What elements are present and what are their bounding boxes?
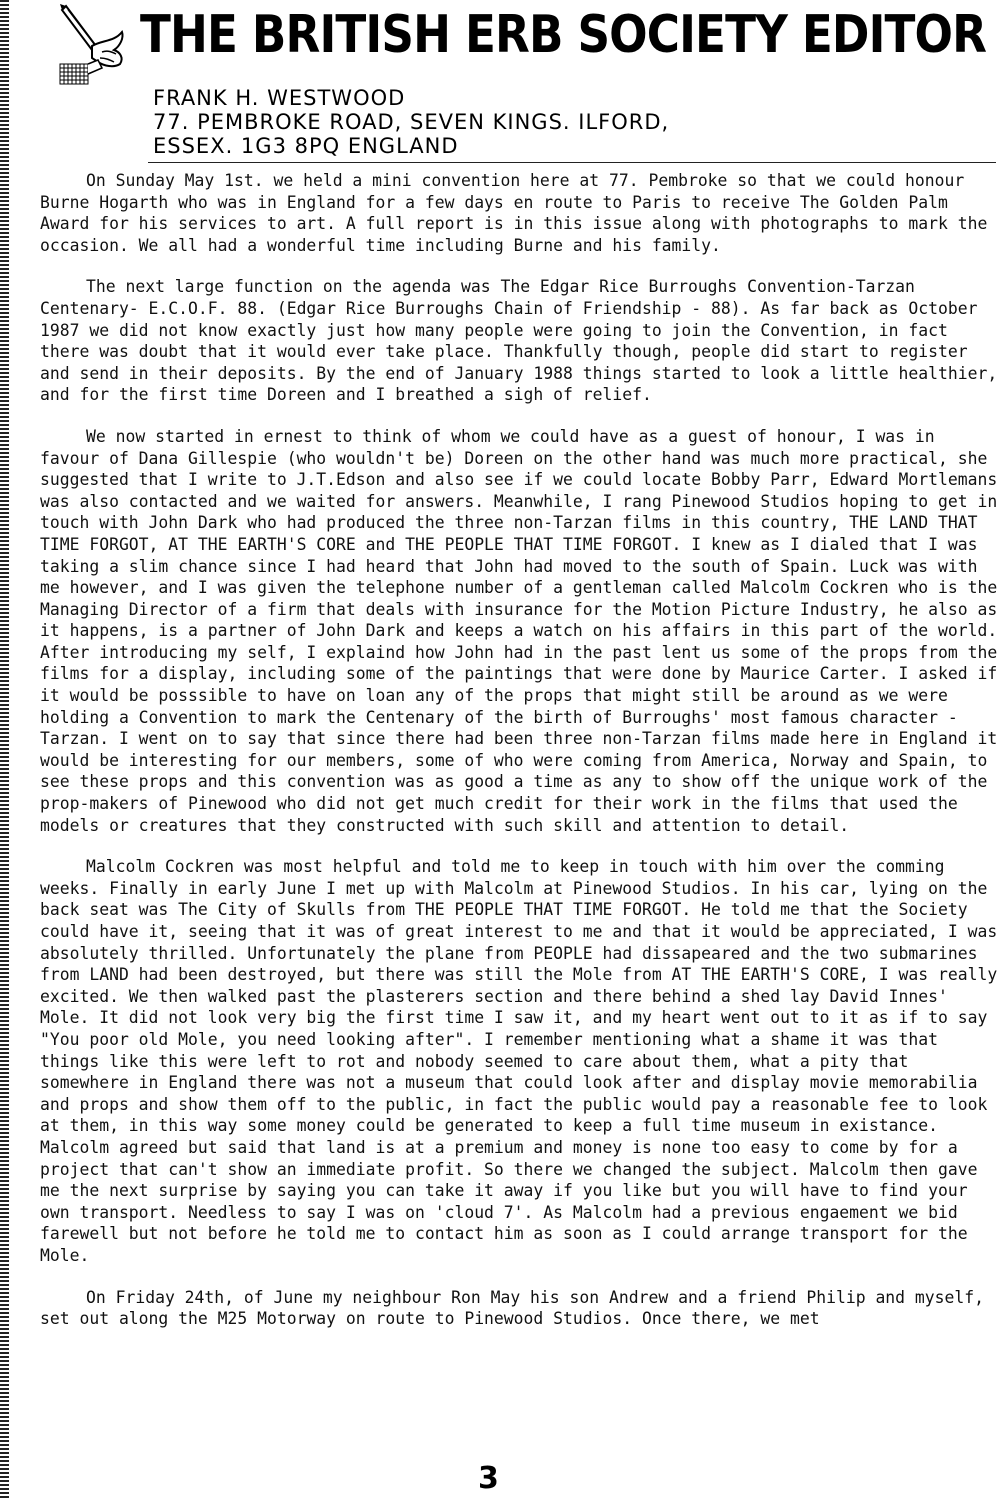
editor-address (153, 86, 669, 158)
address-line-county: ESSEX. 1G3 8PQ ENGLAND (153, 134, 459, 158)
address-line-street: 77. PEMBROKE ROAD, SEVEN KINGS. ILFORD, (153, 110, 670, 134)
article-body (40, 170, 1002, 1350)
quill-pen-in-hand-icon (58, 2, 130, 86)
page-title: THE BRITISH ERB SOCIETY EDITOR (140, 5, 987, 65)
page-number: 3 (478, 1461, 499, 1496)
paragraph-m25-trip: On Friday 24th, of June my neighbour Ron May his son Andrew and a friend Philip and myself, set out along the M25 Motorway on route to Pinewood Studios. Once there, we met (40, 1287, 984, 1329)
binding-edge (0, 0, 9, 1498)
paragraph-ecof-88: The next large function on the agenda was The Edgar Rice Burroughs Convention-Tarzan Centenary- E.C.O.F. 88. (Edgar Rice Burroughs Chain of Friendship - 88). As far back as October 1987 we did not know exactly just how many people were going to join the Convention, in fact there was doubt that it would ever take place. Thankfully though, people did start to register and send in their deposits. By the end of January 1988 things started to look a little healthier, and for the first time Doreen and I breathed a sigh of relief. (40, 277, 998, 405)
header-rule (148, 162, 996, 163)
paragraph-pinewood-visit: Malcolm Cockren was most helpful and told me to keep in touch with him over the comming weeks. Finally in early June I met up with Malcolm at Pinewood Studios. In his car, lying on the back seat was The City of Skulls from THE PEOPLE THAT TIME FORGOT. He told me that the Society could have it, seeing that it was of great interest to me and that it would be appreciated, I was absolutely thrilled. Unfortunately the plane from PEOPLE had dissapeared and the two submarines from LAND had been destroyed, but there was still the Mole from AT THE EARTH'S CORE, I was really excited. We then walked past the plasterers section and there behind a shed lay David Innes' Mole. It did not look very big the first time I saw it, and my heart went out to it as if to say "You poor old Mole, you need looking after". I remember mentioning what a shame it was that things like this were left to rot and nobody seemed to care about them, what a pity that somewhere in England there was not a museum that could look after and display movie memorabilia and props and show them off to the public, in fact the public would pay a reasonable fee to look at them, in this way some money could be generated to keep a full time museum in existance. Malcolm agreed but said that land is at a premium and money is none too easy to come by for a project that can't show an immediate profit. So there we changed the subject. Malcolm then gave me the next surprise by saying you can take it away if you like but you will have to find your own transport. Needless to say I was on 'cloud 7'. As Malcolm had a previous engaement we bid farewell but not before he told me to contact him as soon as I could arrange transport for the Mole. (40, 857, 998, 1265)
paragraph-guest-of-honour: We now started in ernest to think of whom we could have as a guest of honour, I was in favour of Dana Gillespie (who wouldn't be) Doreen on the other hand was much more practical, she suggested that I write to J.T.Edson and also see if we could locate Bobby Parr, Edward Mortlemans was also contacted and we waited for answers. Meanwhile, I rang Pinewood Studios hoping to get in touch with John Dark who had produced the three non-Tarzan films in this country, THE LAND THAT TIME FORGOT, AT THE EARTH'S CORE and THE PEOPLE THAT TIME FORGOT. I knew as I dialed that I was taking a slim chance since I had heard that John had moved to the south of Spain. Luck was with me however, and I was given the telephone number of a gentleman called Malcolm Cockren who is the Managing Director of a firm that deals with insurance for the Motion Picture Industry, he also as it happens, is a partner of John Dark and keeps a watch on his affairs in this part of the world. After introducing my self, I explaind how John had in the past lent us some of the props from the films for a display, including some of the paintings that were done by Maurice Carter. I asked if it would be posssible to have on loan any of the props that might still be around as we were holding a Convention to mark the Centenary of the birth of Burroughs' most famous character - Tarzan. I went on to say that since there had been three non-Tarzan films made here in England it would be interesting for our members, some of who were coming from America, Norway and Spain, to see these props and this convention was as good a time as any to show off the unique work of the prop-makers of Pinewood who did not get much credit for their work in the films that used the models or creatures that they constructed with such skill and attention to detail. (40, 426, 998, 835)
paragraph-mini-convention: On Sunday May 1st. we held a mini convention here at 77. Pembroke so that we could honour Burne Hogarth who was in England for a few days en route to Paris to receive The Golden Palm Award for his services to art. A full report is in this issue along with photographs to mark the occasion. We all had a wonderful time including Burne and his family. (40, 171, 988, 255)
address-line-name: FRANK H. WESTWOOD (153, 86, 406, 110)
